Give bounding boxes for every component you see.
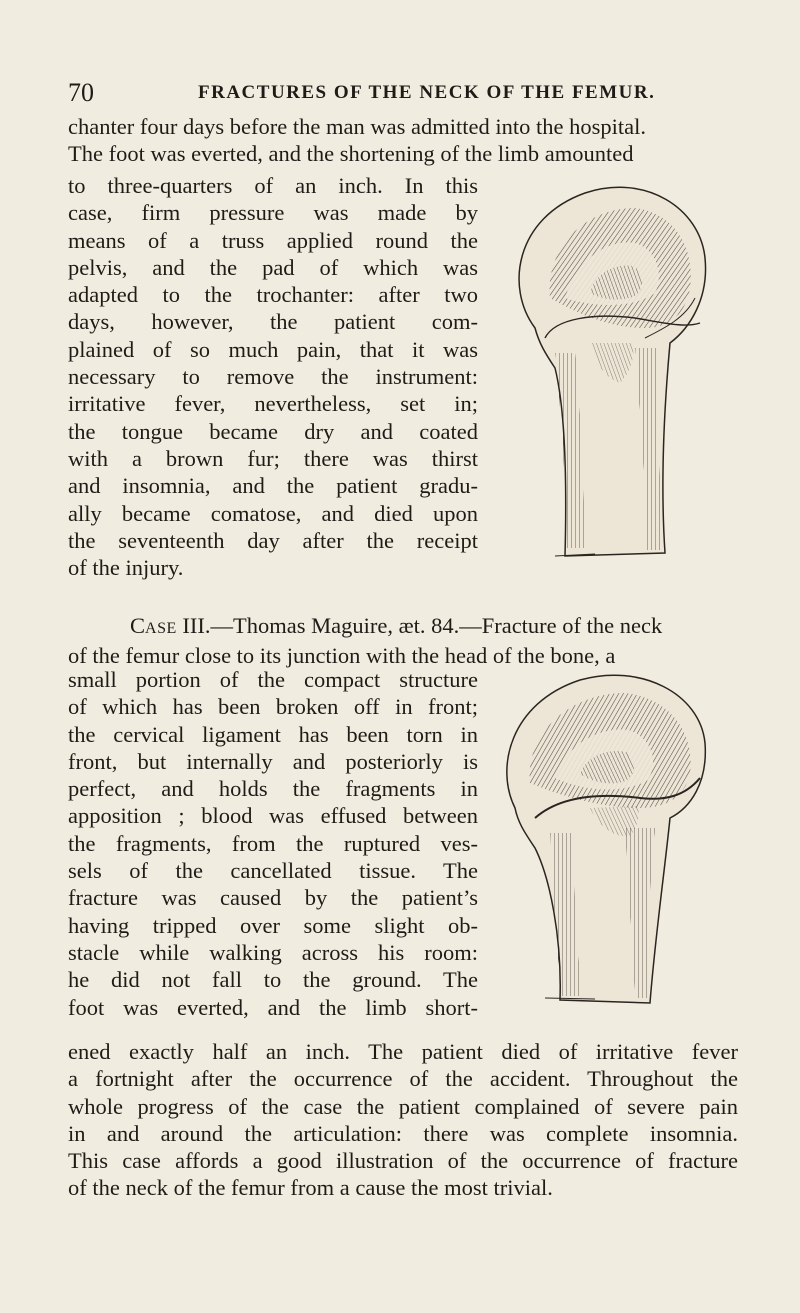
paragraph-2-wrapped: [68, 666, 478, 1021]
text-line: in and around the articulation: there was complete insomnia.: [68, 1120, 738, 1146]
text-line: of the neck of the femur from a cause the most trivial.: [68, 1175, 553, 1201]
paragraph-1-full-lines: [68, 113, 738, 168]
text-line: a fortnight after the occurrence of the accident. Throughout the: [68, 1066, 738, 1092]
femur-head-figure: [495, 178, 710, 573]
text-line: with a brown fur; there was thirst: [68, 445, 478, 471]
text-line: ally became comatose, and died upon: [68, 500, 478, 526]
text-line: plained of so much pain, that it was: [68, 336, 478, 362]
text-line: pelvis, and the pad of which was: [68, 254, 478, 280]
text-line: perfect, and holds the fragments in: [68, 776, 478, 802]
text-line: irritative fever, nevertheless, set in;: [68, 391, 478, 417]
page-number: 70: [68, 78, 94, 107]
paragraph-2-closing: [68, 1038, 738, 1202]
femur-fracture-figure: [490, 668, 710, 1013]
text-line: the cervical ligament has been torn in: [68, 721, 478, 747]
text-line: the tongue became dry and coated: [68, 418, 478, 444]
text-line: This case affords a good illustration of the occurrence of fracture: [68, 1148, 738, 1174]
text-line: [68, 612, 738, 642]
text-line: small portion of the compact structure: [68, 667, 478, 692]
text-line: apposition ; blood was effused between: [68, 803, 478, 829]
text-line: adapted to the trochanter: after two: [68, 282, 478, 308]
case-label-initial: C: [130, 613, 146, 638]
paragraph-1-wrapped: [68, 172, 478, 581]
case-heading-rest: III.—Thomas Maguire, æt. 84.—Fracture of the neck: [176, 613, 663, 638]
text-line: of the femur close to its junction with the head of the bone, a: [68, 643, 616, 669]
text-line: sels of the cancellated tissue. The: [68, 858, 478, 884]
text-line: whole progress of the case the patient complained of severe pain: [68, 1093, 738, 1119]
text-line: front, but internally and posteriorly is: [68, 748, 478, 774]
text-line: means of a truss applied round the: [68, 227, 478, 253]
case-label-smallcaps: ASE: [145, 620, 177, 637]
text-line: The foot was everted, and the shortening of the limb amounted: [68, 141, 634, 167]
text-line: the seventeenth day after the receipt: [68, 527, 478, 553]
text-line: of the injury.: [68, 555, 184, 581]
text-line: ened exactly half an inch. The patient died of irritative fever: [68, 1039, 738, 1064]
text-line: chanter four days before the man was admitted into the hospital.: [68, 114, 646, 139]
text-line: of which has been broken off in front;: [68, 694, 478, 720]
text-line: foot was everted, and the limb short-: [68, 994, 478, 1020]
text-line: days, however, the patient com-: [68, 309, 478, 335]
text-line: stacle while walking across his room:: [68, 939, 478, 965]
text-line: the fragments, from the ruptured ves-: [68, 830, 478, 856]
page-header: [68, 78, 708, 108]
text-line: case, firm pressure was made by: [68, 200, 478, 226]
text-line: to three-quarters of an inch. In this: [68, 173, 478, 198]
running-head: FRACTURES OF THE NECK OF THE FEMUR.: [198, 82, 656, 103]
text-line: fracture was caused by the patient’s: [68, 885, 478, 911]
text-line: having tripped over some slight ob-: [68, 912, 478, 938]
paragraph-2-full-lines: [68, 612, 738, 670]
text-line: and insomnia, and the patient gradu-: [68, 473, 478, 499]
text-line: he did not fall to the ground. The: [68, 967, 478, 993]
text-line: necessary to remove the instrument:: [68, 364, 478, 390]
